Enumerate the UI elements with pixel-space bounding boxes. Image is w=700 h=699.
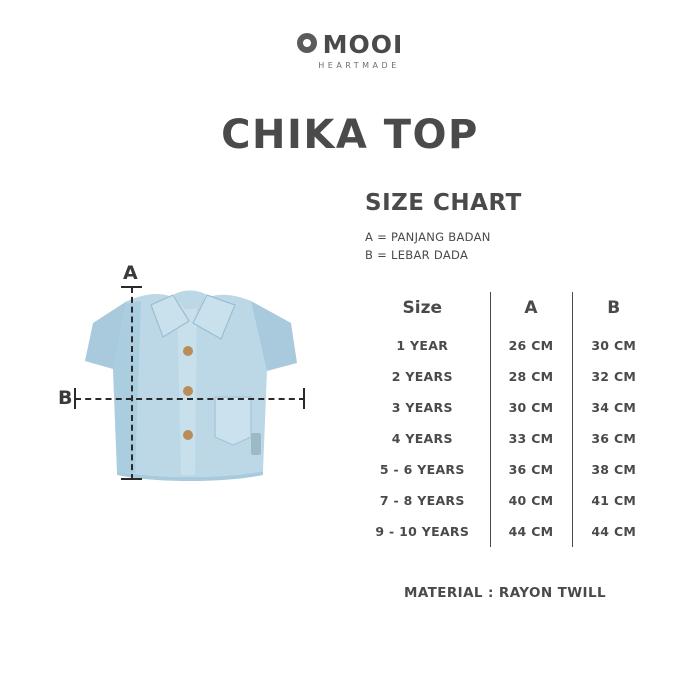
circle-dot-icon: [297, 33, 317, 53]
material-note: MATERIAL : RAYON TWILL: [404, 585, 606, 601]
cell-a: 33 CM: [490, 423, 572, 454]
cell-a: 44 CM: [490, 516, 572, 547]
cell-a: 30 CM: [490, 392, 572, 423]
measure-cap-a-bottom: [121, 478, 142, 480]
cell-size: 9 - 10 YEARS: [375, 524, 470, 539]
legend-line-a: A = PANJANG BADAN: [365, 230, 491, 244]
shirt-icon: [55, 265, 325, 495]
table-row: [355, 454, 655, 485]
size-chart-table: [355, 292, 655, 547]
cell-size: 2 YEARS: [391, 369, 453, 384]
measure-line-b: [75, 398, 305, 400]
cell-size: 4 YEARS: [391, 431, 453, 446]
column-header-size: Size: [402, 298, 442, 318]
table-row: [355, 392, 655, 423]
table-row: [355, 330, 655, 361]
cell-b: 30 CM: [572, 330, 655, 361]
cell-size: 7 - 8 YEARS: [379, 493, 465, 508]
cell-b: 41 CM: [572, 485, 655, 516]
table-header-row: [355, 292, 655, 330]
cell-b: 32 CM: [572, 361, 655, 392]
cell-b: 44 CM: [572, 516, 655, 547]
page-title: CHIKA TOP: [221, 112, 479, 158]
size-chart-heading: SIZE CHART: [365, 190, 522, 216]
brand-name: MOOI: [322, 30, 404, 59]
table-row: [355, 516, 655, 547]
cell-b: 38 CM: [572, 454, 655, 485]
cell-b: 34 CM: [572, 392, 655, 423]
cell-size: 3 YEARS: [391, 400, 453, 415]
table-row: [355, 485, 655, 516]
cell-a: 40 CM: [490, 485, 572, 516]
cell-size: 5 - 6 YEARS: [379, 462, 465, 477]
brand-logo: [0, 30, 700, 70]
cell-b: 36 CM: [572, 423, 655, 454]
cell-a: 26 CM: [490, 330, 572, 361]
cell-a: 28 CM: [490, 361, 572, 392]
measure-line-a: [131, 287, 133, 480]
measure-cap-b-left: [74, 388, 76, 409]
measure-cap-b-right: [303, 388, 305, 409]
table-row: [355, 423, 655, 454]
column-header-a: A: [490, 292, 572, 330]
brand-tagline: HEARTMADE: [318, 61, 400, 70]
size-chart-header: [365, 190, 522, 265]
cell-size: 1 YEAR: [396, 338, 449, 353]
measure-cap-a-top: [121, 286, 142, 288]
measure-label-b: B: [58, 387, 73, 409]
table-row: [355, 361, 655, 392]
measure-label-a: A: [123, 262, 138, 284]
legend-line-b: B = LEBAR DADA: [365, 248, 469, 263]
garment-illustration: [55, 262, 325, 495]
cell-a: 36 CM: [490, 454, 572, 485]
column-header-b: B: [572, 292, 655, 330]
